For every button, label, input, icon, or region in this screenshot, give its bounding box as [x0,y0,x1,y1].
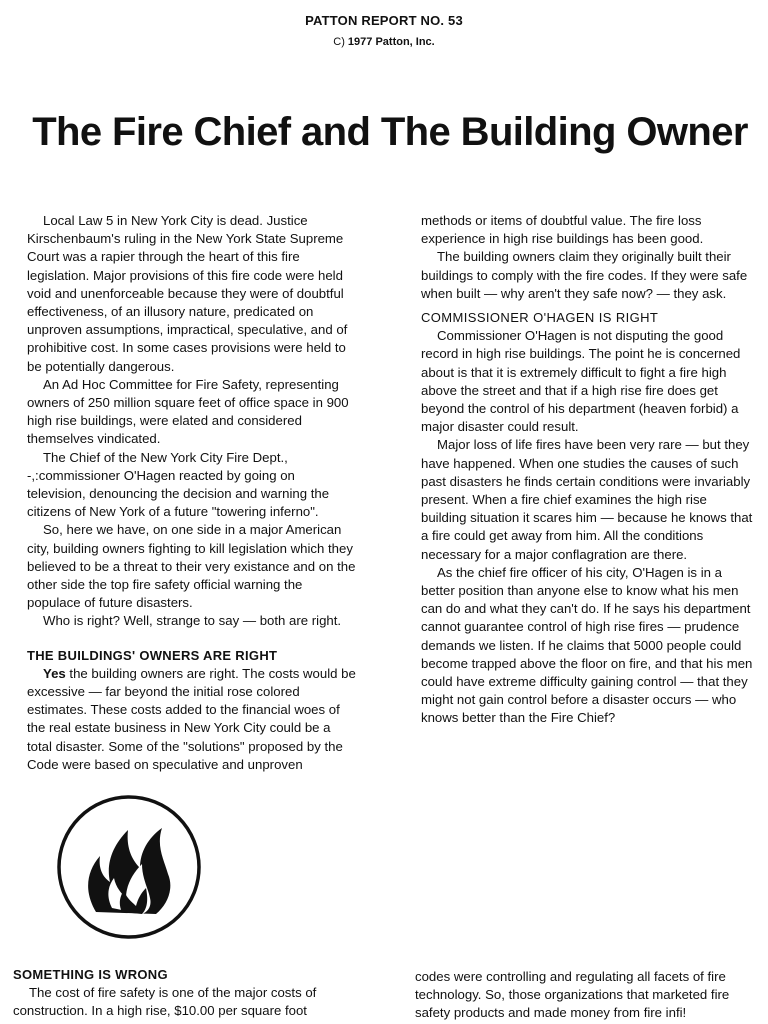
paragraph: Commissioner O'Hagen is not disputing the good record in high rise buildings. The point he is concerned about is that it is extremely difficult to fight a fire high above the street and that if a high rise fire does get beyond the control of his department (heaven forbid) a major disaster could result. [421,328,741,435]
emphasis-yes: Yes [43,665,66,681]
paragraph: Local Law 5 in New York City is dead. Justice Kirschenbaum's ruling in the New York State Supreme Court was a rapier through the heart of this fire legislation. Major provisions of this fire code were held void and unenforceable because they were of doubtful effectiveness, of an illusory nature, predicated on unproven assumptions, impractical, speculative, and of prohibitive cost. In some cases provisions were held to be potentially dangerous. [27,213,348,374]
copyright-prefix: C) [333,36,345,48]
flame-in-circle-icon [56,794,202,940]
section-heading-wrong: SOMETHING IS WRONG [13,967,168,982]
section-heading-commissioner: COMMISSIONER O'HAGEN IS RIGHT [421,310,659,326]
paragraph: Major loss of life fires have been very rare — but they have happened. When one studies the causes of such past disasters he finds certain conditions were invariably present. When a fire chief examines the high rise building situation it scares him — because he knows that a fire could get away from him. All the conditions necessary for a major conflagration are there. [421,437,753,562]
paragraph-text: the building owners are right. The costs would be excessive — far beyond the initial rose colored estimates. These costs added to the financial woes of the real estate business in New York City could be a total disaster. Some of the "solutions" proposed by the Code were based on speculative and unproven [27,665,356,772]
bottom-right-block [415,968,753,1023]
paragraph: The cost of fire safety is one of the major costs of construction. In a high rise, $10.00 per square foot [13,985,317,1019]
copyright-line [0,36,768,48]
paragraph: Who is right? Well, strange to say — both are right. [43,613,342,629]
paragraph: codes were controlling and regulating all facets of fire technology. So, those organizations that marketed fire safety products and made money from fire infi! [415,969,730,1021]
paragraph: So, here we have, on one side in a major American city, building owners fighting to kill legislation which they believed to be a threat to their very existance and on the other side the top fire safety official warning the populace of future disasters. [27,522,356,611]
paragraph: The building owners claim they originally built their buildings to comply with the fire codes. If they were safe when built — why aren't they safe now? — they ask. [421,249,748,301]
paragraph [27,665,356,774]
paragraph-continuation: methods or items of doubtful value. The fire loss experience in high rise buildings has been good. [421,213,704,247]
bottom-left-block [13,966,356,1021]
report-number: PATTON REPORT NO. 53 [305,13,463,28]
copyright-text: 1977 Patton, Inc. [347,36,435,48]
left-column [27,212,356,774]
paragraph: As the chief fire officer of his city, O'Hagen is in a better position than anyone else to know what his men can do and what they can't do. If he says his department cannot guarantee control of high rise fires — prudence demands we listen. If he claims that 5000 people could become trapped above the floor on fire, and that his men could have extreme difficulty gaining control — that they might not gain control before a disaster occurs — who knows better than the Fire Chief? [421,564,753,726]
paragraph: The Chief of the New York City Fire Dept., -,:commissioner O'Hagen reacted by going on television, denouncing the decision and warning the citizens of New York of a future "towering inferno". [27,449,330,520]
paragraph: An Ad Hoc Committee for Fire Safety, representing owners of 250 million square feet of office space in 900 high rise buildings, were elated and considered themselves vindicated. [27,376,349,447]
section-heading-owners: THE BUILDINGS' OWNERS ARE RIGHT [27,647,278,663]
page-title: The Fire Chief and The Building Owner [32,110,748,154]
right-column [421,212,753,728]
